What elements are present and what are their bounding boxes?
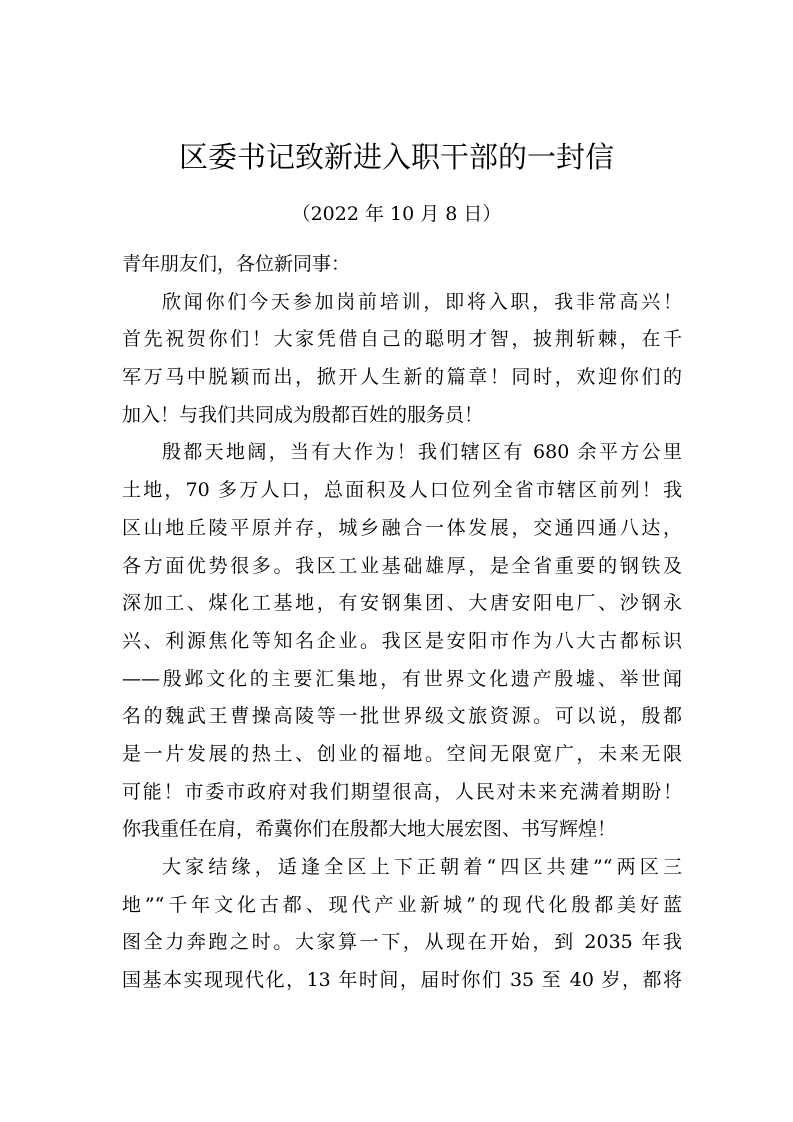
body-line: 加入！与我们共同成为殷都百姓的服务员！: [122, 403, 484, 426]
body-line: 兴、利源焦化等知名企业。我区是安阳市作为八大古都标识: [122, 629, 682, 652]
body-line: 各方面优势很多。我区工业基础雄厚，是全省重要的钢铁及: [122, 554, 682, 577]
body-line: 可能！市委市政府对我们期望很高，人民对未来充满着期盼！: [122, 780, 682, 803]
body-line: 青年朋友们，各位新同事：: [122, 253, 351, 275]
body-line: 殷都天地阔，当有大作为！我们辖区有 680 余平方公里: [162, 441, 682, 464]
body-line: 名的魏武王曹操高陵等一批世界级文旅资源。可以说，殷都: [122, 705, 682, 728]
body-line: 你我重任在肩，希冀你们在殷都大地大展宏图、书写辉煌！: [122, 818, 617, 841]
letter-body: [122, 246, 682, 1000]
body-line: 军万马中脱颖而出，掀开人生新的篇章！同时，欢迎你们的: [122, 366, 682, 389]
body-line: 是一片发展的热土、创业的福地。空间无限宽广，未来无限: [122, 742, 682, 765]
body-line: 大家结缘，适逢全区上下正朝着“四区共建”“两区三: [162, 856, 682, 878]
body-line: 欣闻你们今天参加岗前培训，即将入职，我非常高兴！: [162, 290, 682, 313]
document-title: 区委书记致新进入职干部的一封信: [178, 140, 614, 174]
body-line: 区山地丘陵平原并存，城乡融合一体发展，交通四通八达，: [122, 516, 682, 539]
body-line: 图全力奔跑之时。大家算一下，从现在开始，到 2035 年我: [122, 931, 682, 954]
body-line: ——殷邺文化的主要汇集地，有世界文化遗产殷墟、举世闻: [122, 667, 682, 690]
document-date: （2022 年 10 月 8 日）: [291, 203, 502, 225]
body-line: 国基本实现现代化，13 年时间，届时你们 35 至 40 岁，都将: [122, 969, 682, 992]
body-line: 首先祝贺你们！大家凭借自己的聪明才智，披荆斩棘，在千: [122, 328, 682, 351]
body-line: 土地，70 多万人口，总面积及人口位列全省市辖区前列！我: [122, 479, 682, 502]
body-line: 地”“千年文化古都、现代产业新城”的现代化殷都美好蓝: [122, 893, 682, 916]
body-line: 深加工、煤化工基地，有安钢集团、大唐安阳电厂、沙钢永: [122, 592, 682, 615]
